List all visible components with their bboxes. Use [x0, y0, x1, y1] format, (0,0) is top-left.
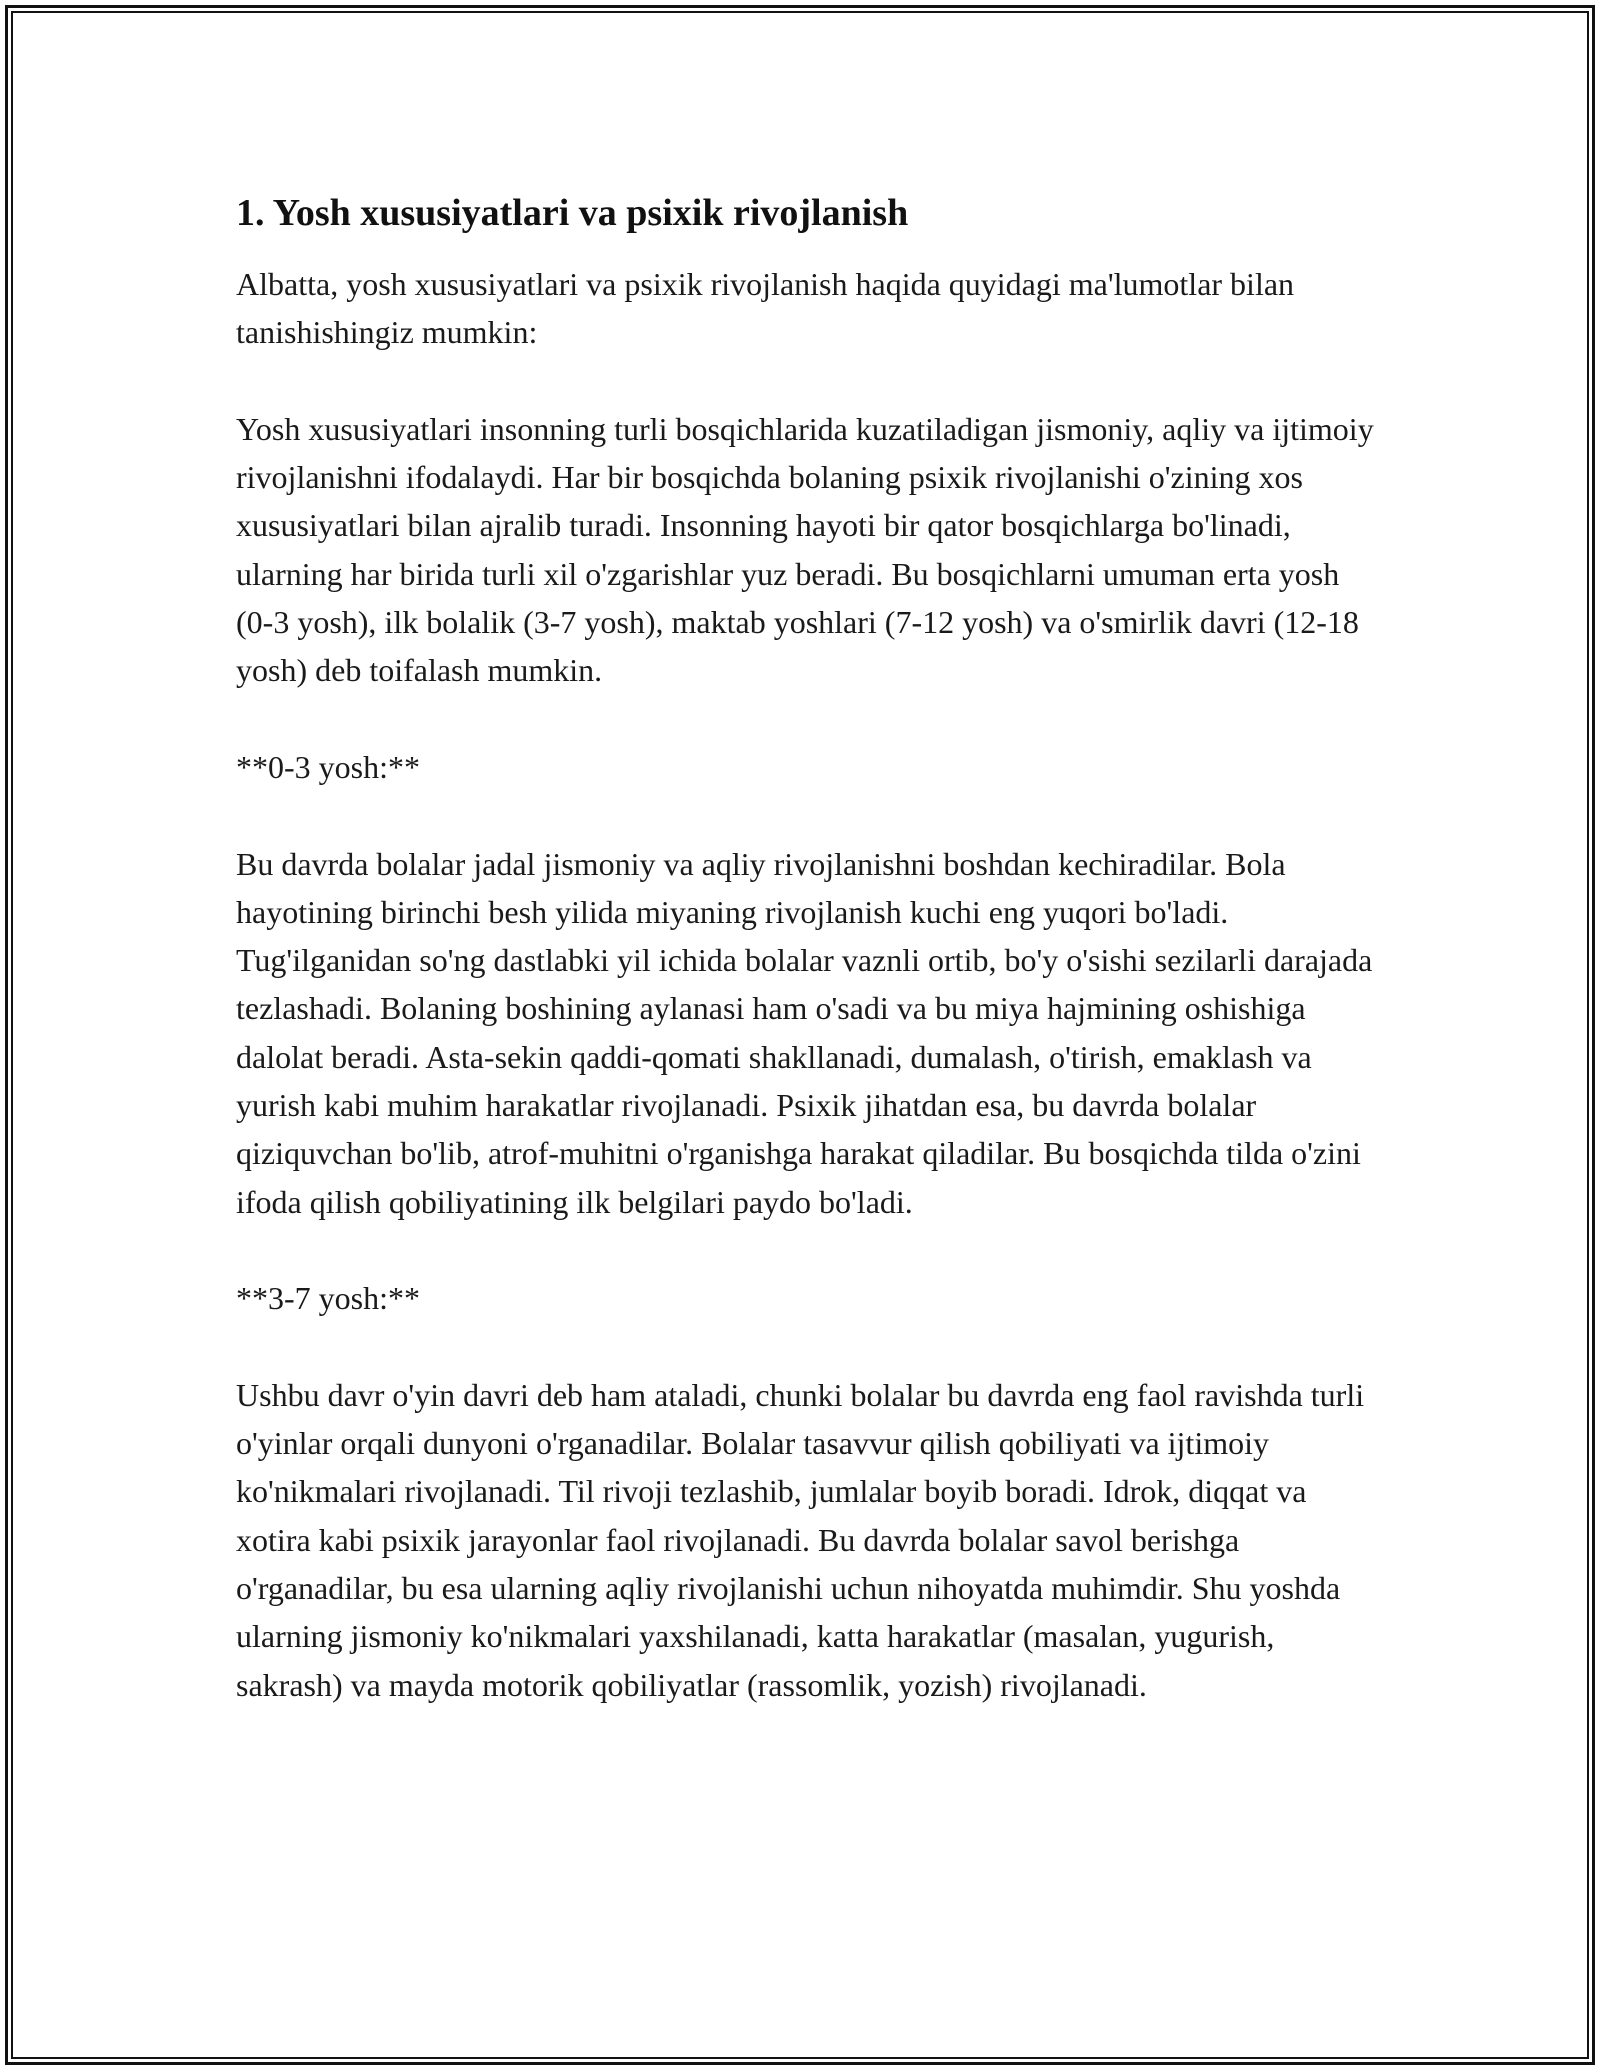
- paragraph-3-7: Ushbu davr o'yin davri deb ham ataladi, chunki bolalar bu davrda eng faol ravishda turli o'yinlar orqali dunyoni o'rganadilar. Bolalar tasavvur qilish qobiliyati va ijtimoiy ko'nikmalari rivojlanadi. Til rivoji tezlashib, jumlalar boyib boradi. Idrok, diqqat va xotira kabi psixik jarayonlar faol rivojlanadi. Bu davrda bolalar savol berishga o'rganadilar, bu esa ularning aqliy rivojlanishi uchun nihoyatda muhimdir. Shu yoshda ularning jismoniy ko'nikmalari yaxshilanadi, katta harakatlar (masalan, yugurish, sakrash) va mayda motorik qobiliyatlar (rassomlik, yozish) rivojlanadi.: [236, 1376, 1365, 1703]
- overview-paragraph: Yosh xususiyatlari insonning turli bosqichlarida kuzatiladigan jismoniy, aqliy va ijtimoiy rivojlanishni ifodalaydi. Har bir bosqichda bolaning psixik rivojlanishi o'zining xos xususiyatlari bilan ajralib turadi. Insonning hayoti bir qator bosqichlarga bo'linadi, ularning har birida turli xil o'zgarishlar yuz beradi. Bu bosqichlarni umuman erta yosh (0-3 yosh), ilk bolalik (3-7 yosh), maktab yoshlari (7-12 yosh) va o'smirlik davri (12-18 yosh) deb toifalash mumkin.: [236, 410, 1374, 689]
- paragraph-0-3: Bu davrda bolalar jadal jismoniy va aqliy rivojlanishni boshdan kechiradilar. Bola hayotining birinchi besh yilida miyaning rivojlanish kuchi eng yuqori bo'ladi. Tug'ilganidan so'ng dastlabki yil ichida bolalar vaznli ortib, bo'y o'sishi sezilarli darajada tezlashadi. Bolaning boshining aylanasi ham o'sadi va bu miya hajmining oshishiga dalolat beradi. Asta-sekin qaddi-qomati shakllanadi, dumalash, o'tirish, emaklash va yurish kabi muhim harakatlar rivojlanadi. Psixik jihatdan esa, bu davrda bolalar qiziquvchan bo'lib, atrof-muhitni o'rganishga harakat qiladilar. Bu bosqichda tilda o'zini ifoda qilish qobiliyatining ilk belgilari paydo bo'ladi.: [236, 845, 1373, 1220]
- section-heading: 1. Yosh xususiyatlari va psixik rivojlanish: [236, 192, 909, 234]
- intro-paragraph: Albatta, yosh xususiyatlari va psixik rivojlanish haqida quyidagi ma'lumotlar bilan tanishishingiz mumkin:: [236, 266, 1295, 351]
- document-body: [236, 190, 1376, 1757]
- subheading-3-7: **3-7 yosh:**: [236, 1280, 420, 1317]
- subheading-0-3: **0-3 yosh:**: [236, 748, 420, 785]
